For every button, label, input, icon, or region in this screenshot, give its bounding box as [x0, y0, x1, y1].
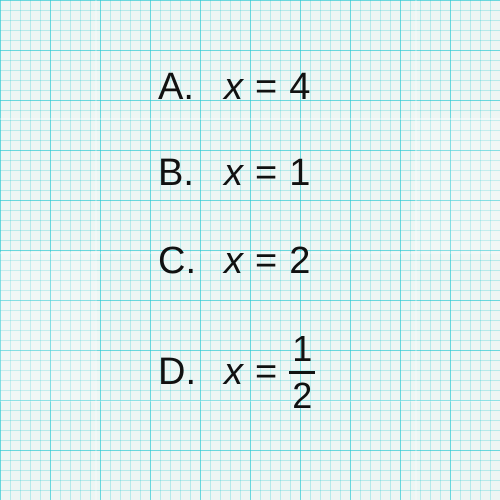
- option-value: 1: [289, 152, 311, 194]
- paper-shading: [0, 252, 95, 400]
- answer-option-d[interactable]: [158, 330, 315, 415]
- variable-x: x: [224, 152, 243, 194]
- paper-shading: [415, 118, 500, 252]
- paper-fold-line: [415, 0, 417, 500]
- equals-sign: =: [255, 152, 278, 194]
- variable-x: x: [224, 66, 243, 108]
- option-value: 2: [289, 240, 311, 282]
- equals-sign: =: [255, 240, 278, 282]
- option-letter: C.: [158, 240, 196, 282]
- fraction-numerator: 1: [292, 328, 313, 369]
- variable-x: x: [224, 351, 243, 394]
- option-value: 4: [289, 66, 311, 108]
- answer-option-a[interactable]: [158, 68, 310, 106]
- answer-option-b[interactable]: [158, 154, 310, 192]
- fraction-value: [289, 330, 315, 415]
- paper-fold-line: [0, 118, 500, 120]
- equals-sign: =: [255, 351, 278, 394]
- equals-sign: =: [255, 66, 278, 108]
- variable-x: x: [224, 240, 243, 282]
- answer-option-c[interactable]: [158, 242, 310, 280]
- paper-fold-line: [95, 0, 97, 500]
- option-letter: B.: [158, 152, 194, 194]
- option-letter: D.: [158, 351, 196, 394]
- fraction-bar: [289, 371, 315, 374]
- option-letter: A.: [158, 66, 194, 108]
- fraction-denominator: 2: [292, 374, 313, 416]
